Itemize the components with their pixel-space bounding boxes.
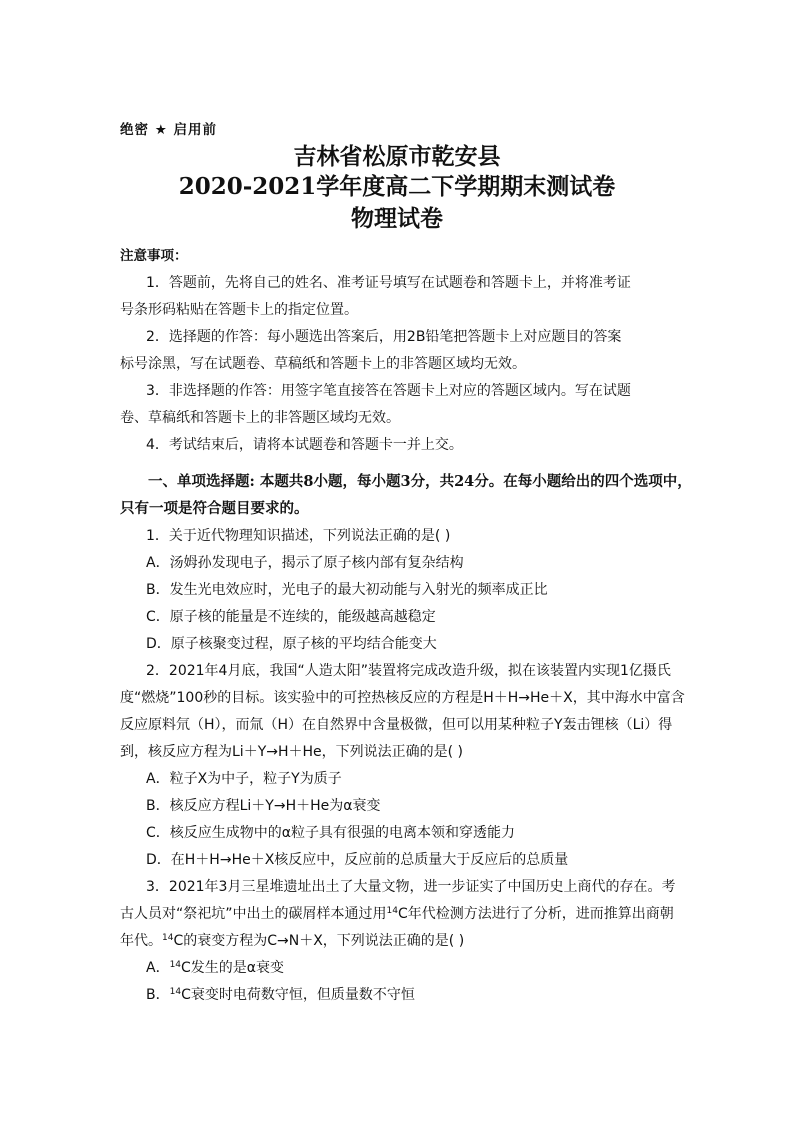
q1-option-b: B．发生光电效应时，光电子的最大初动能与入射光的频率成正比 (146, 582, 548, 598)
notice-heading: 注意事项： (120, 248, 188, 264)
q3-stem-a: 3．2021年3月三星堆遗址出土了大量文物，进一步证实了中国历史上商代的存在。考 (146, 879, 676, 895)
q2-stem-a: 2．2021年4月底，我国“人造太阳”装置将完成改造升级，拟在该装置内实现1亿摄氏 (146, 663, 671, 679)
mass-number-14: 14 (169, 987, 182, 997)
q3-option-b-post: C衰变时电荷数守恒，但质量数不守恒 (181, 987, 415, 1003)
q2-stem-c: 反应原料氘（H），而氚（H）在自然界中含量极微，但可以用某种粒子Y轰击锂核（Li）得 (120, 717, 673, 733)
title-region: 吉林省松原市乾安县 (293, 143, 501, 170)
q3-option-a-post: C发生的是α衰变 (181, 960, 285, 976)
notice-item-2a: 2．选择题的作答：每小题选出答案后，用2B铅笔把答题卡上对应题目的答案 (146, 329, 622, 345)
title-school-year: 2020-2021学年度高二下学期期末测试卷 (178, 173, 616, 200)
notice-item-2b: 标号涂黑，写在试题卷、草稿纸和答题卡上的非答题区域均无效。 (120, 356, 526, 372)
q1-stem: 1．关于近代物理知识描述，下列说法正确的是( ) (146, 528, 451, 544)
q3-stem-b-post: C年代检测方法进行了分析，进而推算出商朝 (397, 906, 674, 922)
secret-label: 绝密 ★ 启用前 (120, 122, 218, 138)
notice-item-4: 4．考试结束后，请将本试题卷和答题卡一并上交。 (146, 437, 463, 453)
notice-item-1a: 1．答题前，先将自己的姓名、准考证号填写在试题卷和答题卡上，并将准考证 (146, 275, 631, 291)
q3-option-b (146, 985, 415, 1005)
q2-option-a: A．粒子X为中子，粒子Y为质子 (146, 771, 342, 787)
q3-stem-c-post: C的衰变方程为C→N＋X，下列说法正确的是( ) (173, 933, 465, 949)
q3-stem-b (120, 904, 674, 924)
mass-number-14: 14 (386, 906, 398, 916)
q1-option-c: C．原子核的能量是不连续的，能级越高越稳定 (146, 609, 436, 625)
q2-stem-b: 度“燃烧”100秒的目标。该实验中的可控热核反应的方程是H＋H→He＋X，其中海水中富含 (120, 690, 685, 706)
notice-item-1b: 号条形码粘贴在答题卡上的指定位置。 (120, 302, 358, 318)
q2-option-d: D．在H＋H→He＋X核反应中，反应前的总质量大于反应后的总质量 (146, 852, 569, 868)
notice-item-3b: 卷、草稿纸和答题卡上的非答题区域均无效。 (120, 410, 400, 426)
q2-option-c: C．核反应生成物中的α粒子具有很强的电离本领和穿透能力 (146, 825, 516, 841)
q3-option-a (146, 958, 284, 978)
q1-option-a: A．汤姆孙发现电子，揭示了原子核内部有复杂结构 (146, 555, 464, 571)
q3-stem-b-pre: 古人员对“祭祀坑”中出土的碳屑样本通过用 (120, 906, 387, 922)
q2-stem-d: 到，核反应方程为Li＋Y→H＋He，下列说法正确的是( ) (120, 744, 464, 760)
section-heading-a: 一、单项选择题: 本题共8小题，每小题3分，共24分。在每小题给出的四个选项中， (148, 473, 692, 490)
q3-option-a-pre: A． (146, 960, 170, 976)
mass-number-14: 14 (169, 960, 182, 970)
title-subject: 物理试卷 (351, 205, 443, 232)
mass-number-14: 14 (162, 933, 174, 943)
notice-item-3a: 3．非选择题的作答：用签字笔直接答在答题卡上对应的答题区域内。写在试题 (146, 383, 631, 399)
section-heading-b: 只有一项是符合题目要求的。 (120, 500, 309, 517)
q2-option-b: B．核反应方程Li＋Y→H＋He为α衰变 (146, 798, 381, 814)
q1-option-d: D．原子核聚变过程，原子核的平均结合能变大 (146, 636, 437, 652)
q3-stem-c-pre: 年代。 (120, 933, 162, 949)
q3-option-b-pre: B． (146, 987, 170, 1003)
q3-stem-c (120, 931, 464, 951)
